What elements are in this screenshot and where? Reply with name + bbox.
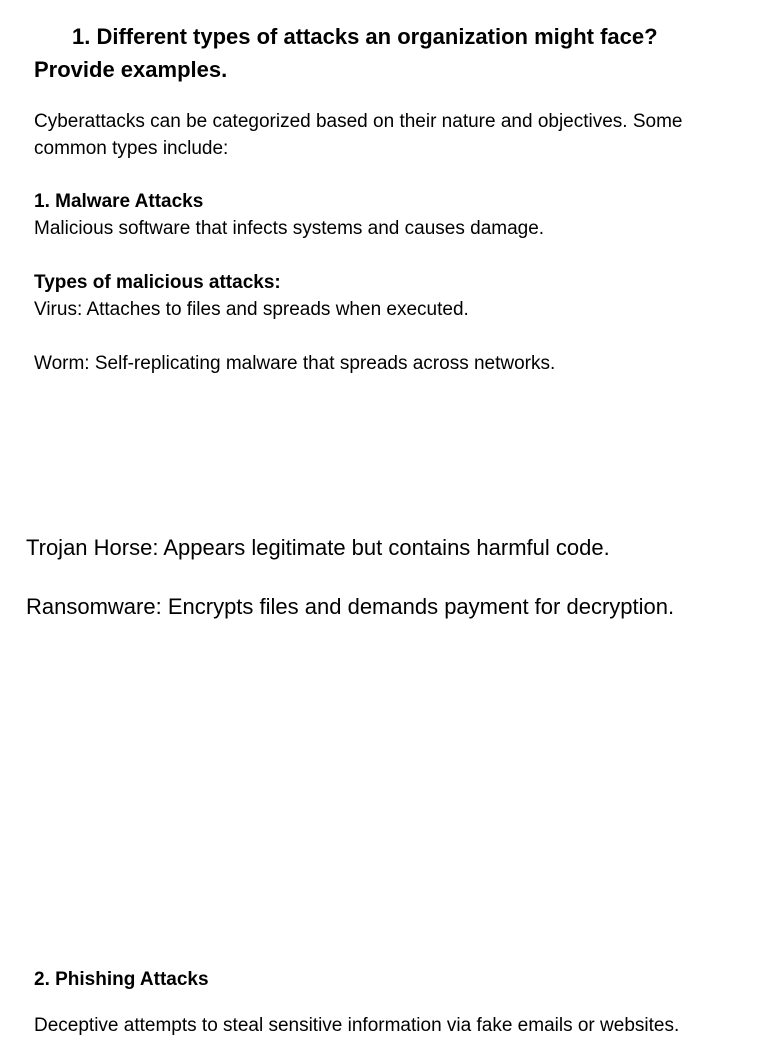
virus-item: Virus: Attaches to files and spreads when executed. xyxy=(34,299,469,320)
ransomware-item: Ransomware: Encrypts files and demands payment for decryption. xyxy=(26,594,675,619)
malware-heading: 1. Malware Attacks xyxy=(34,191,204,212)
malware-description: Malicious software that infects systems and causes damage. xyxy=(34,218,545,239)
phishing-heading: 2. Phishing Attacks xyxy=(34,969,209,990)
intro-paragraph: Cyberattacks can be categorized based on their nature and objectives. Some common types include: xyxy=(34,111,683,159)
trojan-item: Trojan Horse: Appears legitimate but contains harmful code. xyxy=(26,535,610,560)
worm-item: Worm: Self-replicating malware that spreads across networks. xyxy=(34,353,556,374)
question-title: 1. Different types of attacks an organization might face? Provide examples. xyxy=(34,24,658,82)
malicious-types-heading: Types of malicious attacks: xyxy=(34,272,281,293)
phishing-description: Deceptive attempts to steal sensitive information via fake emails or websites. xyxy=(34,1015,680,1036)
